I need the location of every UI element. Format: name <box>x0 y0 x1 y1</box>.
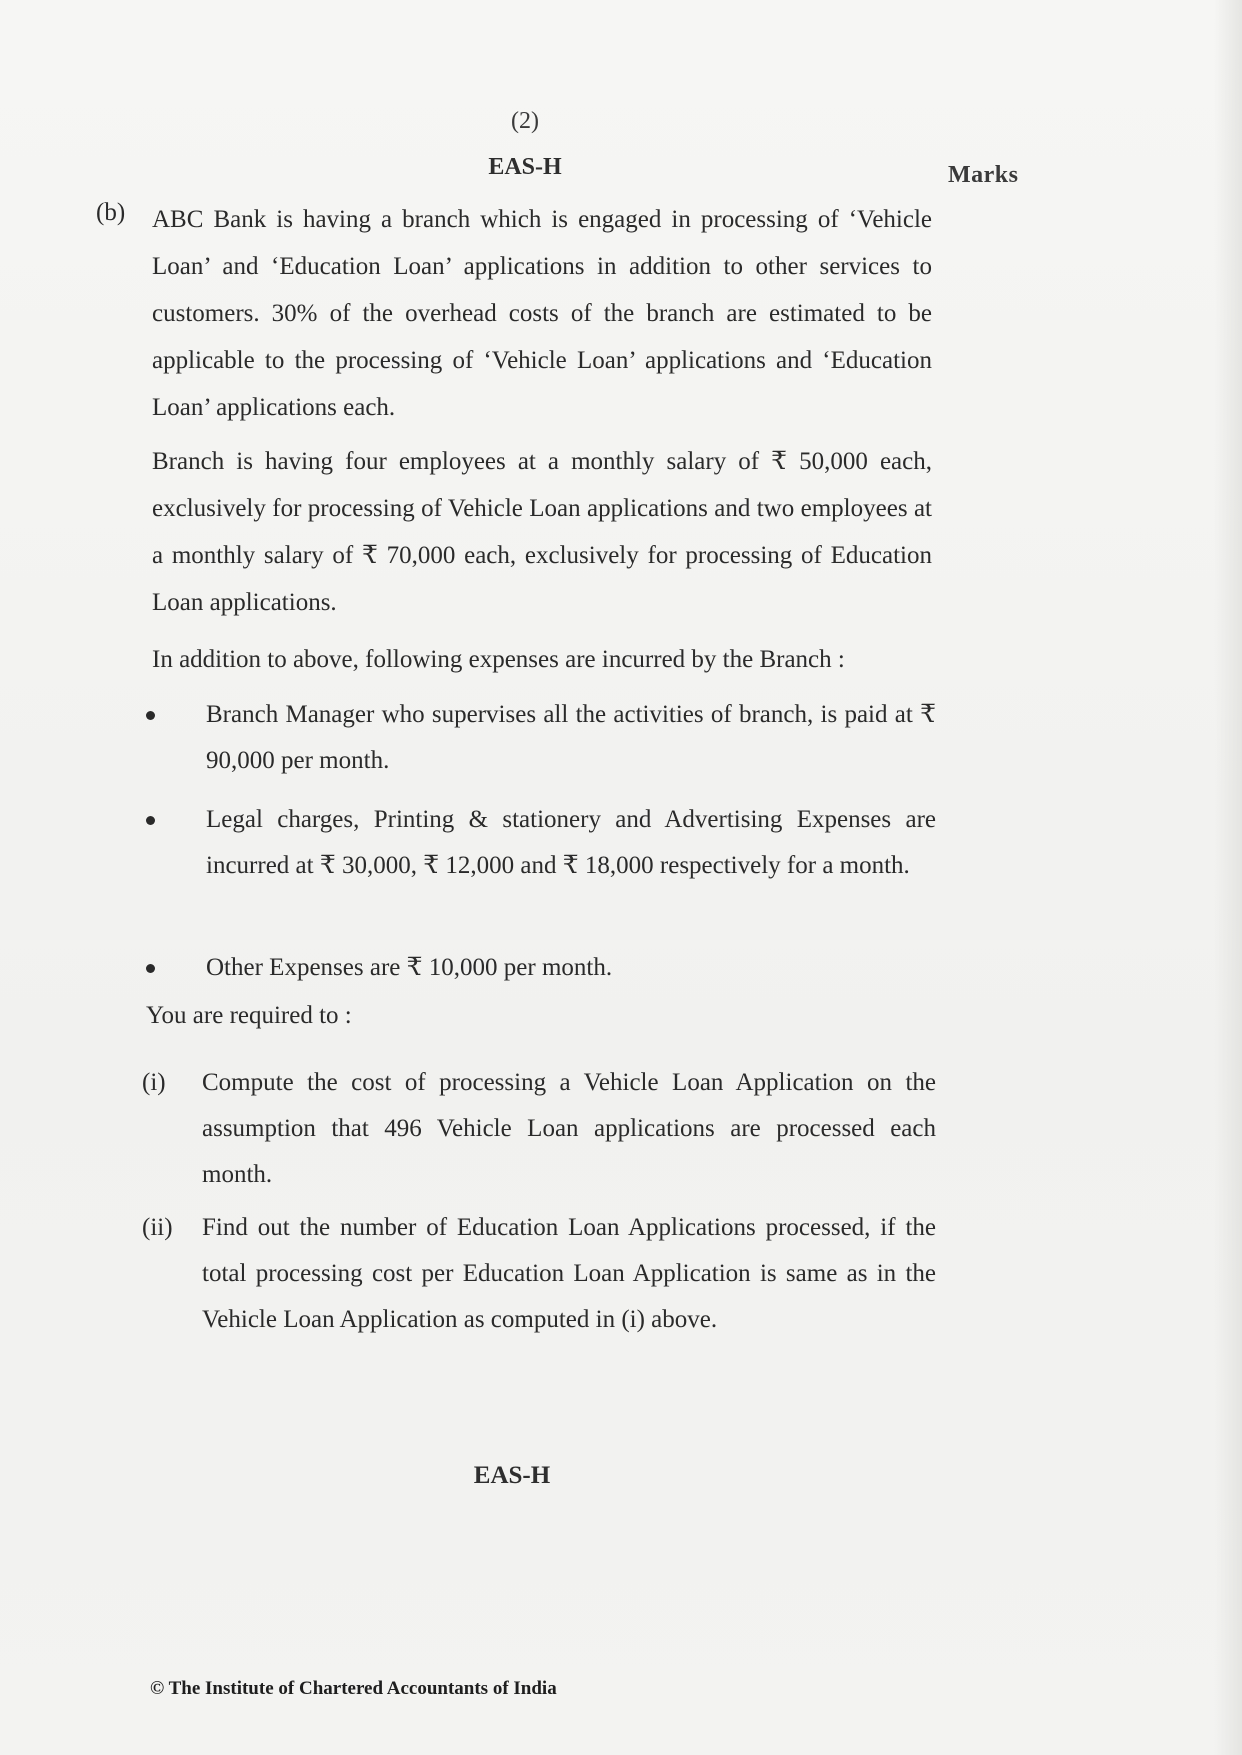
question-paragraph-2: Branch is having four employees at a monthly salary of ₹ 50,000 each, exclusively for processing of Vehicle Loan applications and two employees at a monthly salary of ₹ 70,000 each, exclusively for processing of Education Loan applications. <box>152 448 932 616</box>
question-paragraph-3: In addition to above, following expenses are incurred by the Branch : <box>152 646 845 673</box>
paper-code-header: EAS-H <box>488 154 562 180</box>
marks-column-label: Marks <box>948 162 1019 188</box>
expense-bullet-item <box>146 945 936 991</box>
sub-question-ii <box>142 1205 936 1343</box>
sub-question-i <box>142 1060 936 1198</box>
sub-question-text: Find out the number of Education Loan Applications processed, if the total processing cost per Education Loan Application is same as in the Vehicle Loan Application as computed in (i) above. <box>202 1214 936 1333</box>
scan-edge-shadow <box>1214 0 1242 1755</box>
question-paragraph-1: ABC Bank is having a branch which is engaged in processing of ‘Vehicle Loan’ and ‘Education Loan’ applications in addition to other services to customers. 30% of the overhead costs of the branch are estimated to be applicable to the processing of ‘Vehicle Loan’ applications and ‘Education Loan’ applications each. <box>152 206 932 421</box>
sub-question-label: (ii) <box>142 1214 173 1241</box>
bullet-text: Other Expenses are ₹ 10,000 per month. <box>206 954 613 981</box>
page-number: (2) <box>511 108 539 134</box>
bullet-text: Branch Manager who supervises all the activities of branch, is paid at ₹ 90,000 per month. <box>206 701 936 774</box>
required-intro: You are required to : <box>146 1002 352 1029</box>
paper-code-footer: EAS-H <box>473 1462 551 1489</box>
bullet-text: Legal charges, Printing & stationery and Advertising Expenses are incurred at ₹ 30,000, ₹ 12,000 and ₹ 18,000 respectively for a month. <box>206 806 936 879</box>
expense-bullet-item <box>146 692 936 784</box>
bullet-icon <box>146 816 155 825</box>
expense-bullet-item <box>146 797 936 889</box>
bullet-icon <box>146 964 155 973</box>
sub-question-label: (i) <box>142 1069 166 1096</box>
question-label: (b) <box>96 199 126 226</box>
sub-question-text: Compute the cost of processing a Vehicle Loan Application on the assumption that 496 Vehicle Loan applications are processed each month. <box>202 1069 936 1188</box>
copyright-notice: © The Institute of Chartered Accountants of India <box>150 1678 557 1699</box>
bullet-icon <box>146 711 155 720</box>
